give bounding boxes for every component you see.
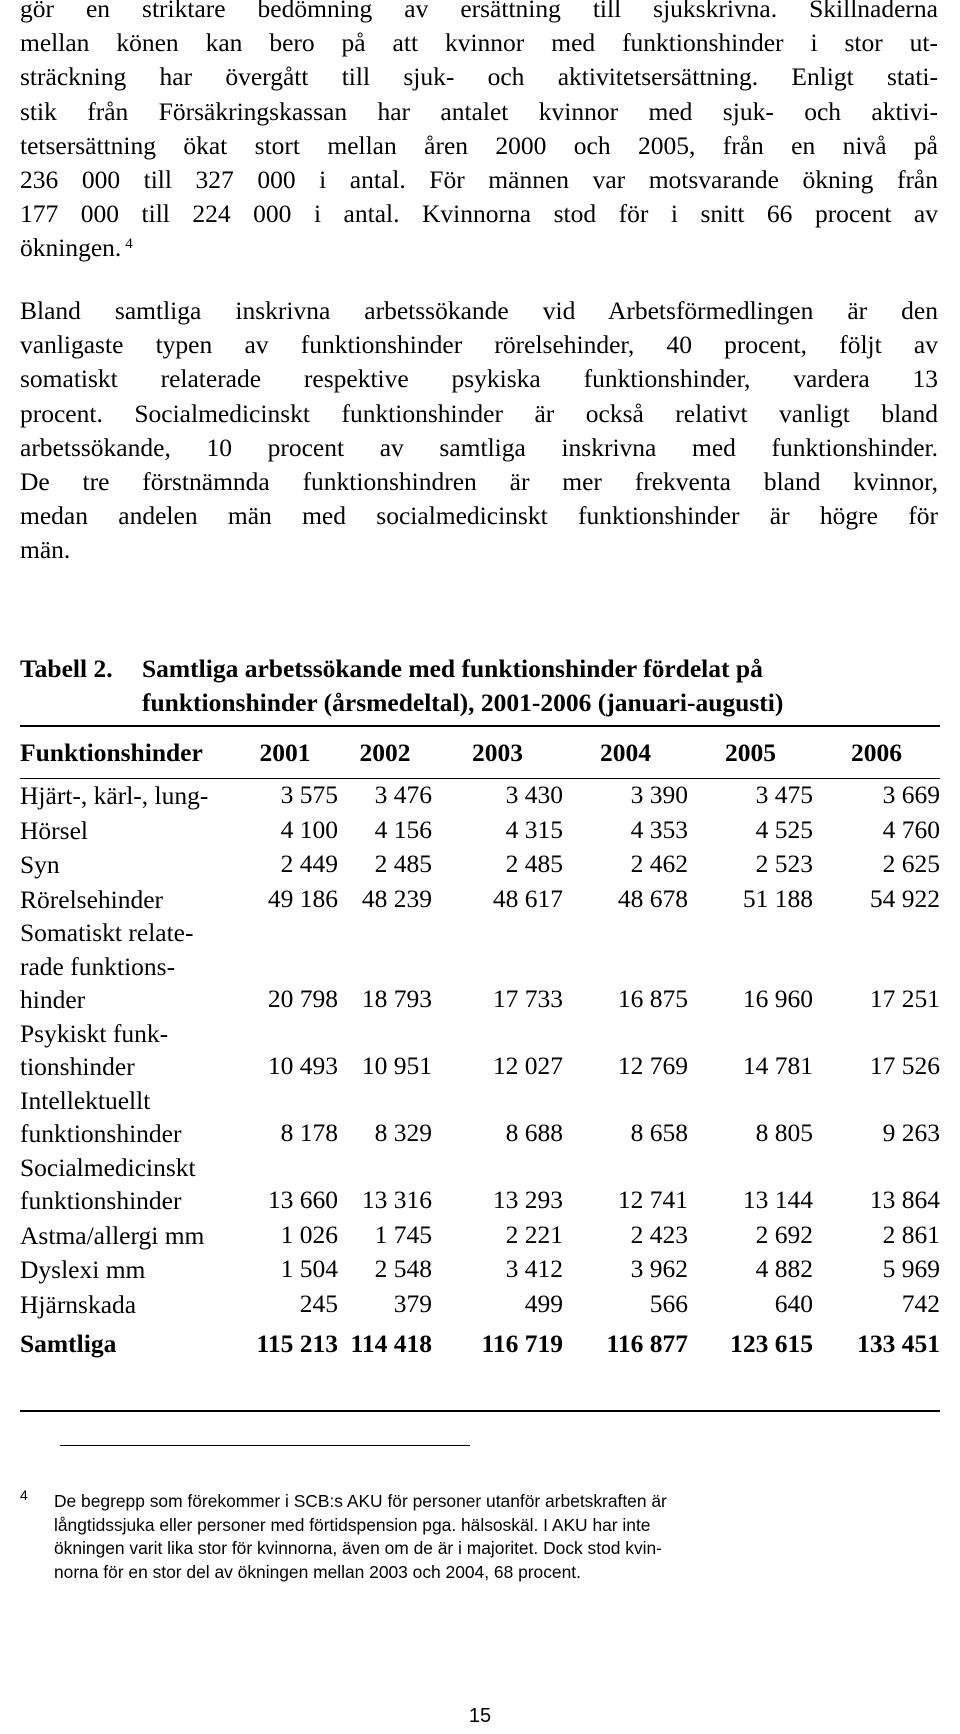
column-header: 2004 <box>600 737 651 767</box>
cell-value: 2 485 <box>505 849 563 878</box>
cell-value: 48 617 <box>492 883 563 913</box>
cell-value: 12 027 <box>492 1051 563 1080</box>
text-line: gör en striktare bedömning av ersättning till sjukskrivna. Skillnaderna <box>20 0 938 23</box>
cell-value: 640 <box>774 1288 813 1318</box>
table-row <box>20 1287 940 1322</box>
footnote-text <box>54 1490 920 1584</box>
cell-value: 4 353 <box>630 814 688 844</box>
footnote-line: De begrepp som förekommer i SCB:s AKU för personer utanför arbetskraften är <box>54 1491 667 1511</box>
cell-value: 48 678 <box>617 883 688 913</box>
cell-value: 3 475 <box>755 780 813 809</box>
cell-value: 13 316 <box>361 1185 432 1214</box>
document-page <box>20 0 940 1734</box>
cell-value: 2 625 <box>882 849 940 878</box>
cell-value: 4 100 <box>280 814 338 844</box>
table-row <box>20 847 940 882</box>
column-header: 2005 <box>725 737 776 767</box>
text-line: somatiskt relaterade respektive psykiska funktionshinder, vardera 13 <box>20 364 938 394</box>
column-header: 2002 <box>359 737 411 767</box>
footnote-line: norna för en stor del av ökningen mellan 2003 och 2004, 68 procent. <box>54 1561 581 1582</box>
row-label-line: Hjärt-, kärl-, lung- <box>20 781 209 810</box>
row-label <box>20 778 232 813</box>
table-row <box>20 1218 940 1253</box>
cell-value: 17 251 <box>869 984 940 1013</box>
cell-value: 13 660 <box>267 1185 338 1214</box>
cell-value: 245 <box>299 1288 338 1318</box>
cell-value: 8 688 <box>505 1118 563 1147</box>
row-label <box>20 916 232 1017</box>
cell-value: 2 423 <box>630 1219 688 1249</box>
cell-value: 123 615 <box>730 1329 813 1358</box>
data-table <box>20 727 940 1367</box>
row-label-line: tionshinder <box>20 1052 135 1081</box>
footnote-reference[interactable]: 4 <box>125 236 133 253</box>
paragraph-sickness-compensation <box>20 0 938 266</box>
column-header: 2001 <box>259 737 311 767</box>
cell-value: 51 188 <box>742 883 813 913</box>
cell-value: 2 861 <box>882 1219 940 1249</box>
cell-value: 2 692 <box>755 1219 813 1249</box>
row-label <box>20 1252 232 1287</box>
text-line <box>20 231 938 265</box>
cell-value: 13 144 <box>742 1185 813 1214</box>
cell-value: 4 882 <box>755 1254 813 1283</box>
table-title-line: Samtliga arbetssökande med funktionshinder fördelat på <box>142 654 763 683</box>
cell-value: 3 575 <box>280 780 338 809</box>
row-label-line: Syn <box>20 850 60 879</box>
cell-value: 13 864 <box>869 1185 940 1214</box>
table-header-row <box>20 727 940 778</box>
cell-value: 10 951 <box>361 1051 432 1080</box>
page-number: 15 <box>468 1705 492 1727</box>
cell-value: 2 221 <box>505 1219 563 1249</box>
cell-value: 116 719 <box>481 1329 563 1358</box>
cell-value: 3 669 <box>882 780 940 809</box>
table-row <box>20 916 940 1017</box>
cell-value: 8 805 <box>755 1118 813 1147</box>
table-label: Tabell 2. <box>20 654 113 683</box>
cell-value: 16 875 <box>617 984 688 1013</box>
table-row <box>20 813 940 848</box>
cell-value: 5 969 <box>882 1254 940 1283</box>
cell-value: 3 962 <box>630 1254 688 1283</box>
cell-value: 2 485 <box>374 849 432 878</box>
row-label-line: Intellektuellt <box>20 1085 151 1115</box>
text-line: 177 000 till 224 000 i antal. Kvinnorna stod för i snitt 66 procent av <box>20 199 938 229</box>
text-line: medan andelen män med socialmedicinskt funktionshinder är högre för <box>20 501 938 531</box>
text-line: tetsersättning ökat stort mellan åren 2000 och 2005, från en nivå på <box>20 130 938 160</box>
cell-value: 3 412 <box>505 1254 563 1283</box>
row-label-line: Hörsel <box>20 815 88 845</box>
row-label-line: Psykiskt funk- <box>20 1018 169 1048</box>
row-label <box>20 813 232 848</box>
cell-value: 20 798 <box>267 984 338 1013</box>
text-line: arbetssökande, 10 procent av samtliga inskrivna med funktionshinder. <box>20 432 938 462</box>
column-header: 2003 <box>472 737 523 767</box>
cell-value: 2 548 <box>374 1254 432 1283</box>
cell-value: 17 733 <box>492 984 563 1013</box>
cell-value: 18 793 <box>361 984 432 1013</box>
cell-value: 742 <box>901 1288 940 1318</box>
cell-value: 3 430 <box>505 780 563 809</box>
paragraph-job-seekers <box>20 294 938 568</box>
cell-value: 1 026 <box>280 1219 338 1249</box>
table-row <box>20 1252 940 1287</box>
cell-value: 2 462 <box>630 849 688 878</box>
table-body <box>20 778 940 1367</box>
row-label-line: Samtliga <box>20 1329 117 1358</box>
table-row <box>20 1017 940 1084</box>
cell-value: 9 263 <box>882 1118 940 1147</box>
text-line: Bland samtliga inskrivna arbetssökande vid Arbetsförmedlingen är den <box>20 296 938 325</box>
cell-value: 4 156 <box>374 814 432 844</box>
footnote-separator <box>60 1445 470 1446</box>
cell-value: 116 877 <box>606 1329 688 1358</box>
cell-value: 1 504 <box>280 1254 338 1283</box>
text-line: sträckning har övergått till sjuk- och aktivitetsersättning. Enligt stati- <box>20 62 938 92</box>
cell-value: 8 329 <box>374 1118 432 1147</box>
cell-value: 566 <box>649 1288 688 1318</box>
cell-value: 379 <box>393 1288 432 1318</box>
row-label-line: Dyslexi mm <box>20 1255 146 1284</box>
cell-value: 12 741 <box>617 1185 688 1214</box>
row-label-line: Rörelsehinder <box>20 884 164 914</box>
cell-value: 1 745 <box>374 1219 432 1249</box>
cell-value: 4 525 <box>755 814 813 844</box>
footnote-line: långtidssjuka eller personer med förtidspension pga. hälsoskäl. I AKU har inte <box>54 1514 651 1535</box>
cell-value: 48 239 <box>361 883 432 913</box>
row-label-line: Socialmedicinskt <box>20 1152 196 1182</box>
cell-value: 12 769 <box>617 1051 688 1080</box>
row-label <box>20 1321 232 1367</box>
row-label <box>20 1218 232 1253</box>
cell-value: 16 960 <box>742 984 813 1013</box>
cell-value: 54 922 <box>869 883 940 913</box>
row-label <box>20 882 232 917</box>
row-label-line: Hjärnskada <box>20 1289 137 1319</box>
cell-value: 2 523 <box>755 849 813 878</box>
cell-value: 4 760 <box>882 814 940 844</box>
footnote-mark: 4 <box>20 1487 28 1503</box>
cell-value: 499 <box>524 1288 563 1318</box>
table-title <box>142 652 783 720</box>
cell-value: 133 451 <box>857 1329 940 1358</box>
table-title-line: funktionshinder (årsmedeltal), 2001-2006 (januari-augusti) <box>142 688 784 717</box>
row-label <box>20 1151 232 1218</box>
text-line-content: ökningen. <box>20 233 122 263</box>
table-row <box>20 882 940 917</box>
table-row <box>20 778 940 813</box>
text-line: stik från Försäkringskassan har antalet kvinnor med sjuk- och aktivi- <box>20 96 938 126</box>
table-row <box>20 1084 940 1151</box>
row-label-line: Somatiskt relate- <box>20 918 194 947</box>
text-line: 236 000 till 327 000 i antal. För männen var motsvarande ökning från <box>20 164 938 194</box>
footnote-line: ökningen varit lika stor för kvinnorna, även om de är i majoritet. Dock stod kvin- <box>54 1538 662 1558</box>
row-label <box>20 847 232 882</box>
cell-value: 13 293 <box>492 1185 563 1214</box>
row-label-line: hinder <box>20 985 86 1014</box>
text-line: procent. Socialmedicinskt funktionshinder är också relativt vanligt bland <box>20 398 938 428</box>
cell-value: 4 315 <box>505 814 563 844</box>
table-total-row <box>20 1321 940 1367</box>
row-label-line: funktionshinder <box>20 1186 182 1215</box>
cell-value: 8 178 <box>280 1118 338 1147</box>
cell-value: 14 781 <box>742 1051 813 1080</box>
text-line: män. <box>20 535 71 565</box>
text-line: vanligaste typen av funktionshinder rörelsehinder, 40 procent, följt av <box>20 330 938 360</box>
cell-value: 3 390 <box>630 780 688 809</box>
cell-value: 3 476 <box>374 780 432 809</box>
row-label-line: funktionshinder <box>20 1119 182 1148</box>
column-header: 2006 <box>851 737 902 767</box>
row-label <box>20 1287 232 1322</box>
text-line: De tre förstnämnda funktionshindren är mer frekventa bland kvinnor, <box>20 466 938 496</box>
cell-value: 49 186 <box>267 883 338 913</box>
row-label-line: Astma/allergi mm <box>20 1220 205 1250</box>
column-header: Funktionshinder <box>20 737 203 767</box>
table-bottom-rule <box>20 1410 940 1412</box>
cell-value: 114 418 <box>350 1329 432 1358</box>
table-row <box>20 1151 940 1218</box>
cell-value: 10 493 <box>267 1051 338 1080</box>
cell-value: 8 658 <box>630 1118 688 1147</box>
cell-value: 17 526 <box>869 1051 940 1080</box>
cell-value: 2 449 <box>280 849 338 878</box>
row-label <box>20 1017 232 1084</box>
row-label-line: rade funktions- <box>20 951 176 981</box>
text-line: mellan könen kan bero på att kvinnor med funktionshinder i stor ut- <box>20 28 938 58</box>
row-label <box>20 1084 232 1151</box>
cell-value: 115 213 <box>256 1329 338 1358</box>
